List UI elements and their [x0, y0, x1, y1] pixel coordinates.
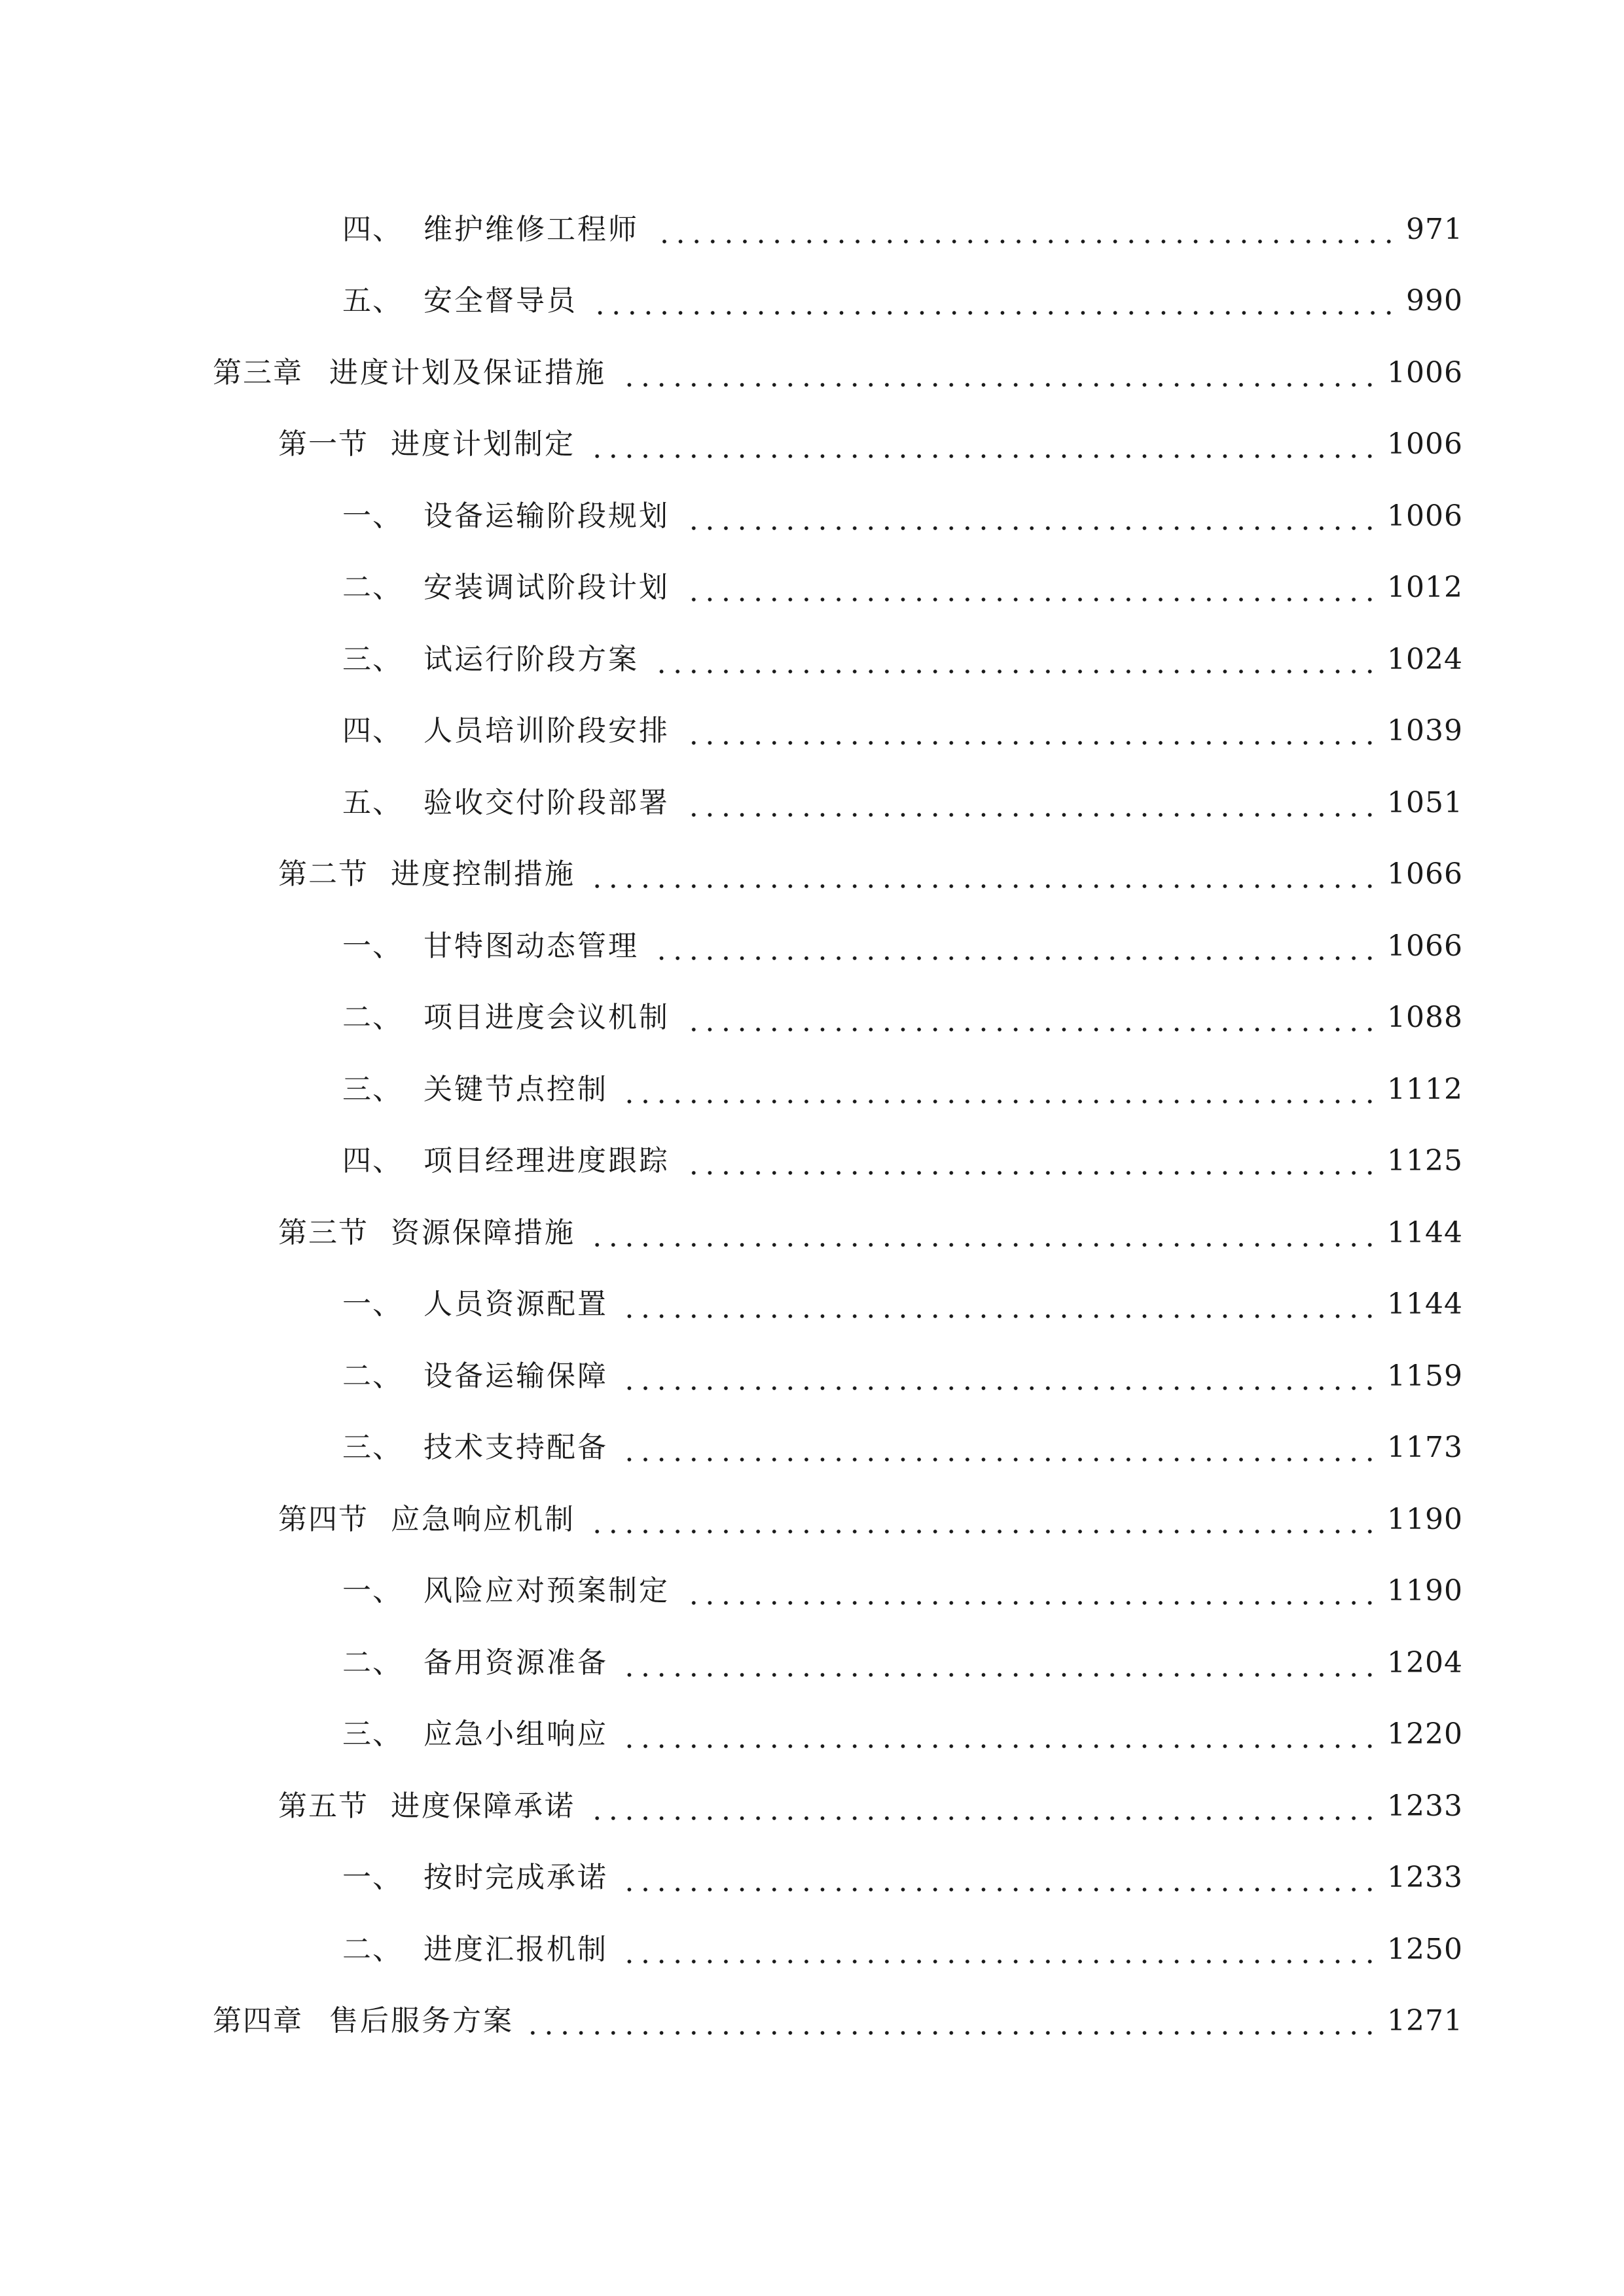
toc-entry-page-number: 1024	[1387, 642, 1463, 676]
dot-leader	[651, 956, 1378, 961]
toc-entry[interactable]	[0, 1770, 1624, 1842]
toc-entry-title: 甘特图动态管理	[424, 929, 639, 963]
toc-entry-page-number: 1190	[1387, 1502, 1463, 1536]
toc-entry[interactable]	[0, 1484, 1624, 1556]
toc-entry-title: 项目进度会议机制	[424, 1001, 670, 1035]
toc-entry-page-number: 971	[1406, 212, 1463, 246]
toc-entry-number: 三、	[342, 1717, 403, 1751]
toc-entry-title: 试运行阶段方案	[424, 642, 639, 676]
toc-entry-page-number: 1233	[1387, 1789, 1463, 1823]
dot-leader	[681, 1027, 1378, 1032]
toc-entry-number: 四、	[342, 1144, 403, 1178]
toc-entry[interactable]	[0, 194, 1624, 266]
toc-entry[interactable]	[0, 982, 1624, 1054]
dot-leader	[681, 740, 1378, 745]
toc-entry-title: 安装调试阶段计划	[424, 571, 670, 605]
dot-leader	[681, 812, 1378, 817]
toc-entry-title: 验收交付阶段部署	[424, 785, 670, 819]
toc-entry-page-number: 1125	[1387, 1144, 1463, 1178]
toc-entry[interactable]	[0, 1627, 1624, 1699]
dot-leader	[681, 526, 1378, 531]
toc-entry-number: 第四章	[213, 2004, 303, 2038]
toc-entry-number: 一、	[342, 499, 403, 533]
toc-entry[interactable]	[0, 1699, 1624, 1771]
dot-leader	[587, 884, 1378, 889]
toc-entry-page-number: 1159	[1387, 1359, 1463, 1393]
toc-entry[interactable]	[0, 480, 1624, 552]
dot-leader	[681, 1600, 1378, 1605]
dot-leader	[620, 1386, 1378, 1391]
toc-entry-number: 二、	[342, 1001, 403, 1035]
toc-entry-page-number: 1173	[1387, 1431, 1463, 1465]
toc-entry-title: 安全督导员	[424, 284, 577, 318]
toc-entry[interactable]	[0, 552, 1624, 624]
dot-leader	[620, 1314, 1378, 1319]
toc-entry-title: 应急响应机制	[391, 1502, 575, 1536]
toc-entry-number: 一、	[342, 1287, 403, 1321]
toc-entry-title: 售后服务方案	[329, 2004, 514, 2038]
toc-entry[interactable]	[0, 624, 1624, 696]
dot-leader	[526, 2030, 1378, 2036]
toc-entry-page-number: 1006	[1387, 427, 1463, 461]
toc-entry-page-number: 1066	[1387, 857, 1463, 891]
toc-entry-page-number: 1190	[1387, 1574, 1463, 1608]
toc-entry-title: 进度汇报机制	[424, 1932, 608, 1966]
toc-entry-title: 关键节点控制	[424, 1072, 608, 1106]
toc-entry-number: 二、	[342, 1932, 403, 1966]
toc-entry-number: 四、	[342, 714, 403, 748]
toc-entry-title: 人员培训阶段安排	[424, 714, 670, 748]
dot-leader	[620, 1099, 1378, 1104]
toc-entry[interactable]	[0, 1269, 1624, 1341]
toc-entry[interactable]	[0, 409, 1624, 481]
toc-entry-number: 五、	[342, 284, 403, 318]
dot-leader	[620, 1959, 1378, 1964]
toc-entry-number: 三、	[342, 642, 403, 676]
toc-entry[interactable]	[0, 1054, 1624, 1126]
toc-entry-number: 三、	[342, 1072, 403, 1106]
toc-entry[interactable]	[0, 1340, 1624, 1412]
toc-entry-number: 第五节	[278, 1789, 369, 1823]
toc-entry-page-number: 1006	[1387, 355, 1463, 389]
toc-entry-number: 一、	[342, 1861, 403, 1895]
toc-entry[interactable]	[0, 839, 1624, 911]
dot-leader	[651, 669, 1378, 674]
toc-entry[interactable]	[0, 1914, 1624, 1986]
toc-entry[interactable]	[0, 910, 1624, 982]
toc-entry[interactable]	[0, 1126, 1624, 1198]
dot-leader	[620, 1672, 1378, 1677]
toc-entry-title: 资源保障措施	[391, 1215, 575, 1249]
toc-entry[interactable]	[0, 696, 1624, 768]
toc-entry[interactable]	[0, 1556, 1624, 1628]
toc-entry[interactable]	[0, 767, 1624, 839]
toc-entry-number: 二、	[342, 1359, 403, 1393]
toc-entry-page-number: 1066	[1387, 929, 1463, 963]
dot-leader	[589, 310, 1397, 315]
toc-entry-number: 四、	[342, 212, 403, 246]
toc-entry[interactable]	[0, 1986, 1624, 2058]
toc-entry-title: 进度计划及保证措施	[329, 355, 606, 389]
toc-entry-title: 应急小组响应	[424, 1717, 608, 1751]
toc-entry-number: 五、	[342, 785, 403, 819]
toc-entry-number: 第一节	[278, 427, 369, 461]
toc-entry-title: 按时完成承诺	[424, 1861, 608, 1895]
toc-entry-page-number: 1144	[1387, 1287, 1463, 1321]
toc-entry-page-number: 1204	[1387, 1645, 1463, 1679]
table-of-contents	[0, 194, 1624, 2057]
toc-entry-page-number: 990	[1406, 284, 1463, 318]
dot-leader	[587, 1529, 1378, 1534]
toc-entry-page-number: 1088	[1387, 1001, 1463, 1035]
toc-entry-number: 第四节	[278, 1502, 369, 1536]
toc-entry-title: 进度保障承诺	[391, 1789, 575, 1823]
toc-entry-number: 第二节	[278, 857, 369, 891]
toc-entry-title: 设备运输阶段规划	[424, 499, 670, 533]
toc-entry-page-number: 1006	[1387, 499, 1463, 533]
dot-leader	[620, 1744, 1378, 1749]
dot-leader	[618, 382, 1378, 387]
dot-leader	[651, 239, 1397, 244]
toc-entry-page-number: 1039	[1387, 714, 1463, 748]
toc-entry-page-number: 1144	[1387, 1215, 1463, 1249]
toc-entry-number: 二、	[342, 571, 403, 605]
dot-leader	[587, 1242, 1378, 1247]
dot-leader	[620, 1887, 1378, 1892]
toc-entry-title: 备用资源准备	[424, 1645, 608, 1679]
toc-entry-page-number: 1233	[1387, 1861, 1463, 1895]
toc-entry-number: 第三章	[213, 355, 303, 389]
toc-entry-title: 进度控制措施	[391, 857, 575, 891]
toc-entry-number: 三、	[342, 1431, 403, 1465]
toc-entry-title: 设备运输保障	[424, 1359, 608, 1393]
toc-entry-number: 一、	[342, 1574, 403, 1608]
toc-entry-page-number: 1250	[1387, 1932, 1463, 1966]
toc-entry[interactable]	[0, 266, 1624, 338]
toc-entry-number: 第三节	[278, 1215, 369, 1249]
dot-leader	[587, 1816, 1378, 1821]
toc-entry-page-number: 1271	[1387, 2004, 1463, 2038]
toc-entry-title: 人员资源配置	[424, 1287, 608, 1321]
toc-entry-number: 二、	[342, 1645, 403, 1679]
dot-leader	[620, 1457, 1378, 1462]
toc-entry-page-number: 1012	[1387, 571, 1463, 605]
toc-entry-title: 项目经理进度跟踪	[424, 1144, 670, 1178]
dot-leader	[681, 1170, 1378, 1175]
toc-entry-title: 维护维修工程师	[424, 212, 639, 246]
toc-entry-page-number: 1051	[1387, 785, 1463, 819]
toc-entry-title: 风险应对预案制定	[424, 1574, 670, 1608]
toc-entry[interactable]	[0, 1842, 1624, 1914]
toc-entry[interactable]	[0, 1412, 1624, 1484]
toc-entry[interactable]	[0, 1197, 1624, 1269]
dot-leader	[681, 597, 1378, 602]
toc-entry-title: 进度计划制定	[391, 427, 575, 461]
dot-leader	[587, 454, 1378, 459]
toc-entry-page-number: 1112	[1387, 1072, 1463, 1106]
toc-entry-page-number: 1220	[1387, 1717, 1463, 1751]
toc-entry-title: 技术支持配备	[424, 1431, 608, 1465]
toc-entry-number: 一、	[342, 929, 403, 963]
toc-entry[interactable]	[0, 337, 1624, 409]
